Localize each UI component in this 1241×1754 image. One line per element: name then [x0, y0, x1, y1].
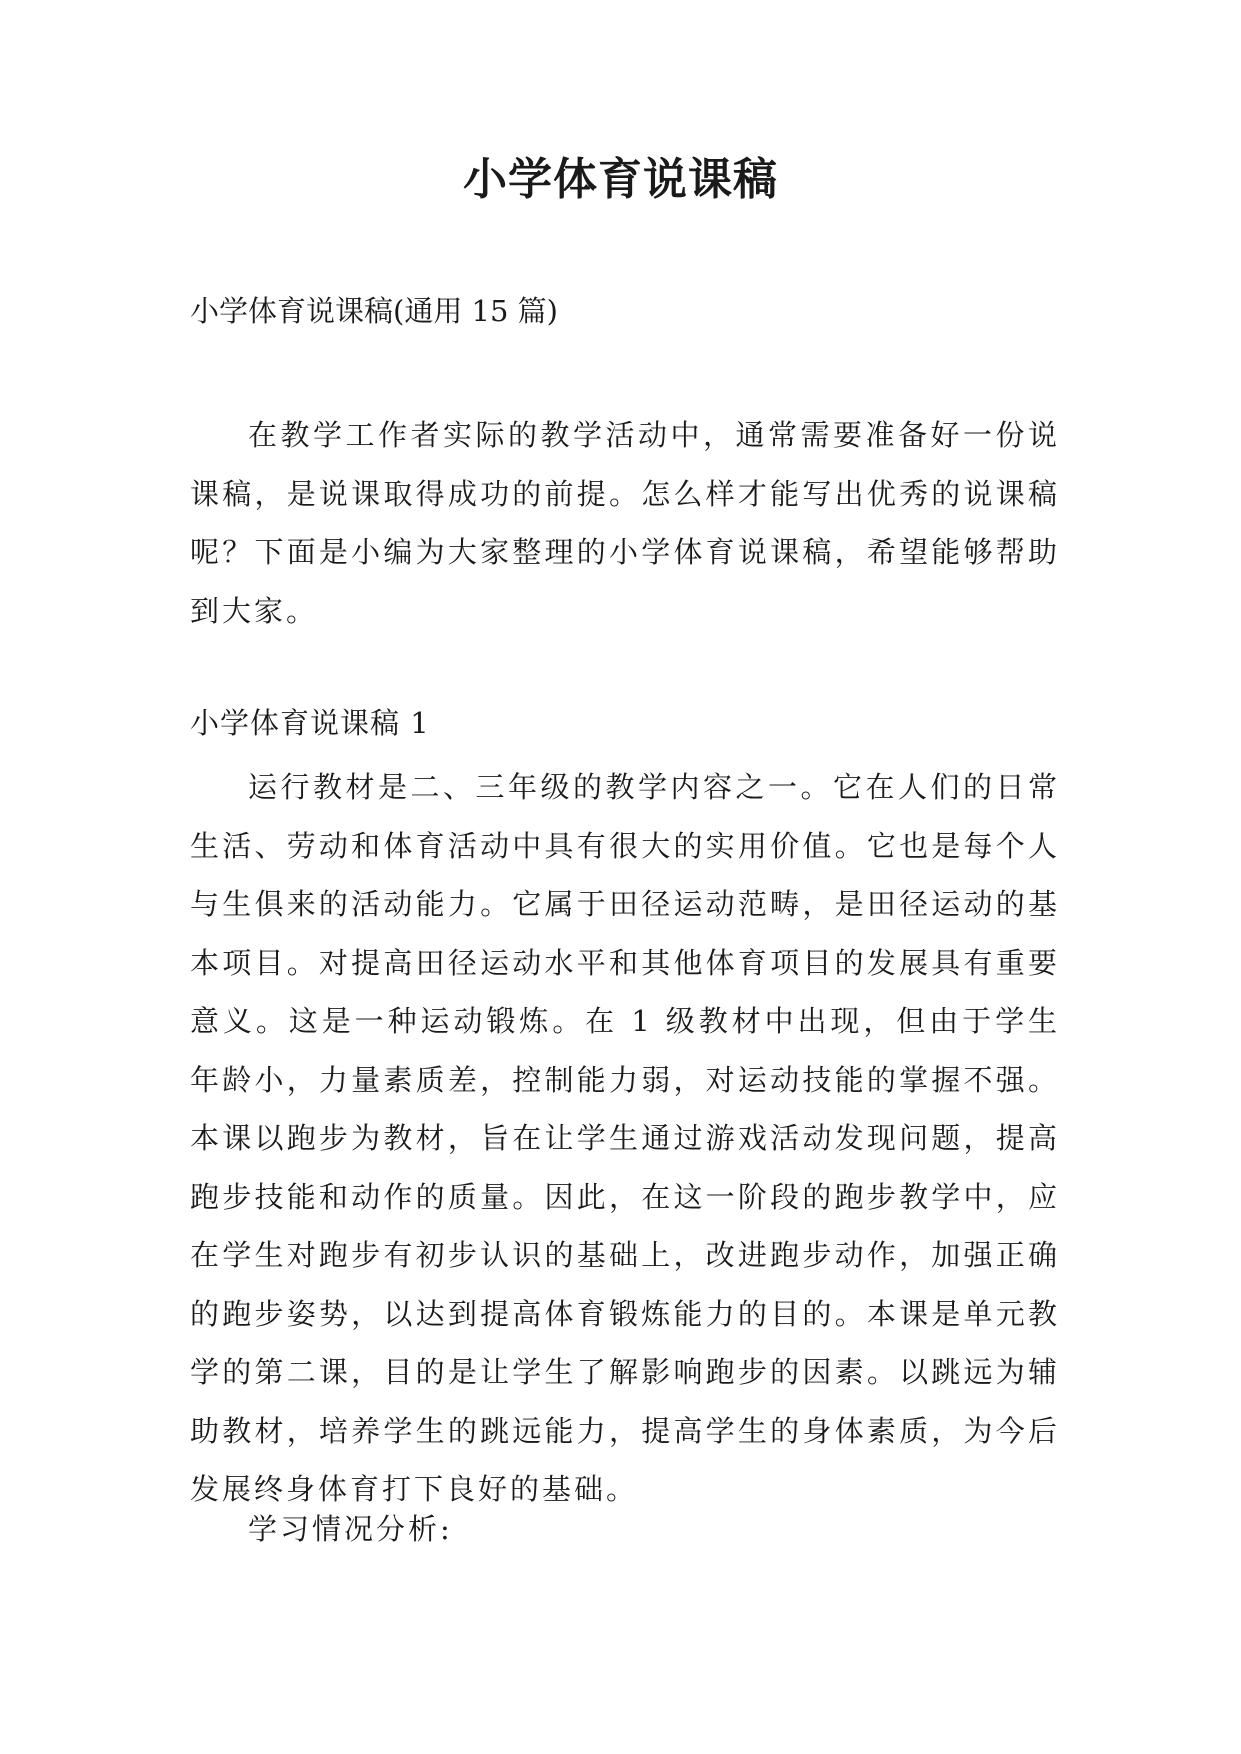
document-title: 小学体育说课稿	[463, 154, 778, 205]
body-paragraph: 运行教材是二、三年级的教学内容之一。它在人们的日常生活、劳动和体育活动中具有很大的实用价值。它也是每个人与生俱来的活动能力。它属于田径运动范畴，是田径运动的基本项目。对提高田径运动水平和其他体育项目的发展具有重要意义。这是一种运动锻炼。在 1 级教材中出现，但由于学生年龄小，力量素质差，控制能力弱，对运动技能的掌握不强。本课以跑步为教材，旨在让学生通过游戏活动发现问题，提高跑步技能和动作的质量。因此，在这一阶段的跑步教学中，应在学生对跑步有初步认识的基础上，改进跑步动作，加强正确的跑步姿势，以达到提高体育锻炼能力的目的。本课是单元教学的第二课，目的是让学生了解影响跑步的因素。以跳远为辅助教材，培养学生的跳远能力，提高学生的身体素质，为今后发展终身体育打下良好的基础。	[190, 770, 1060, 1506]
document-subtitle: 小学体育说课稿(通用 15 篇)	[190, 294, 558, 328]
section-heading: 小学体育说课稿 1	[190, 706, 430, 740]
subsection-heading: 学习情况分析:	[248, 1512, 453, 1546]
intro-paragraph: 在教学工作者实际的教学活动中，通常需要准备好一份说课稿，是说课取得成功的前提。怎么样才能写出优秀的说课稿呢？下面是小编为大家整理的小学体育说课稿，希望能够帮助到大家。	[190, 418, 1060, 628]
